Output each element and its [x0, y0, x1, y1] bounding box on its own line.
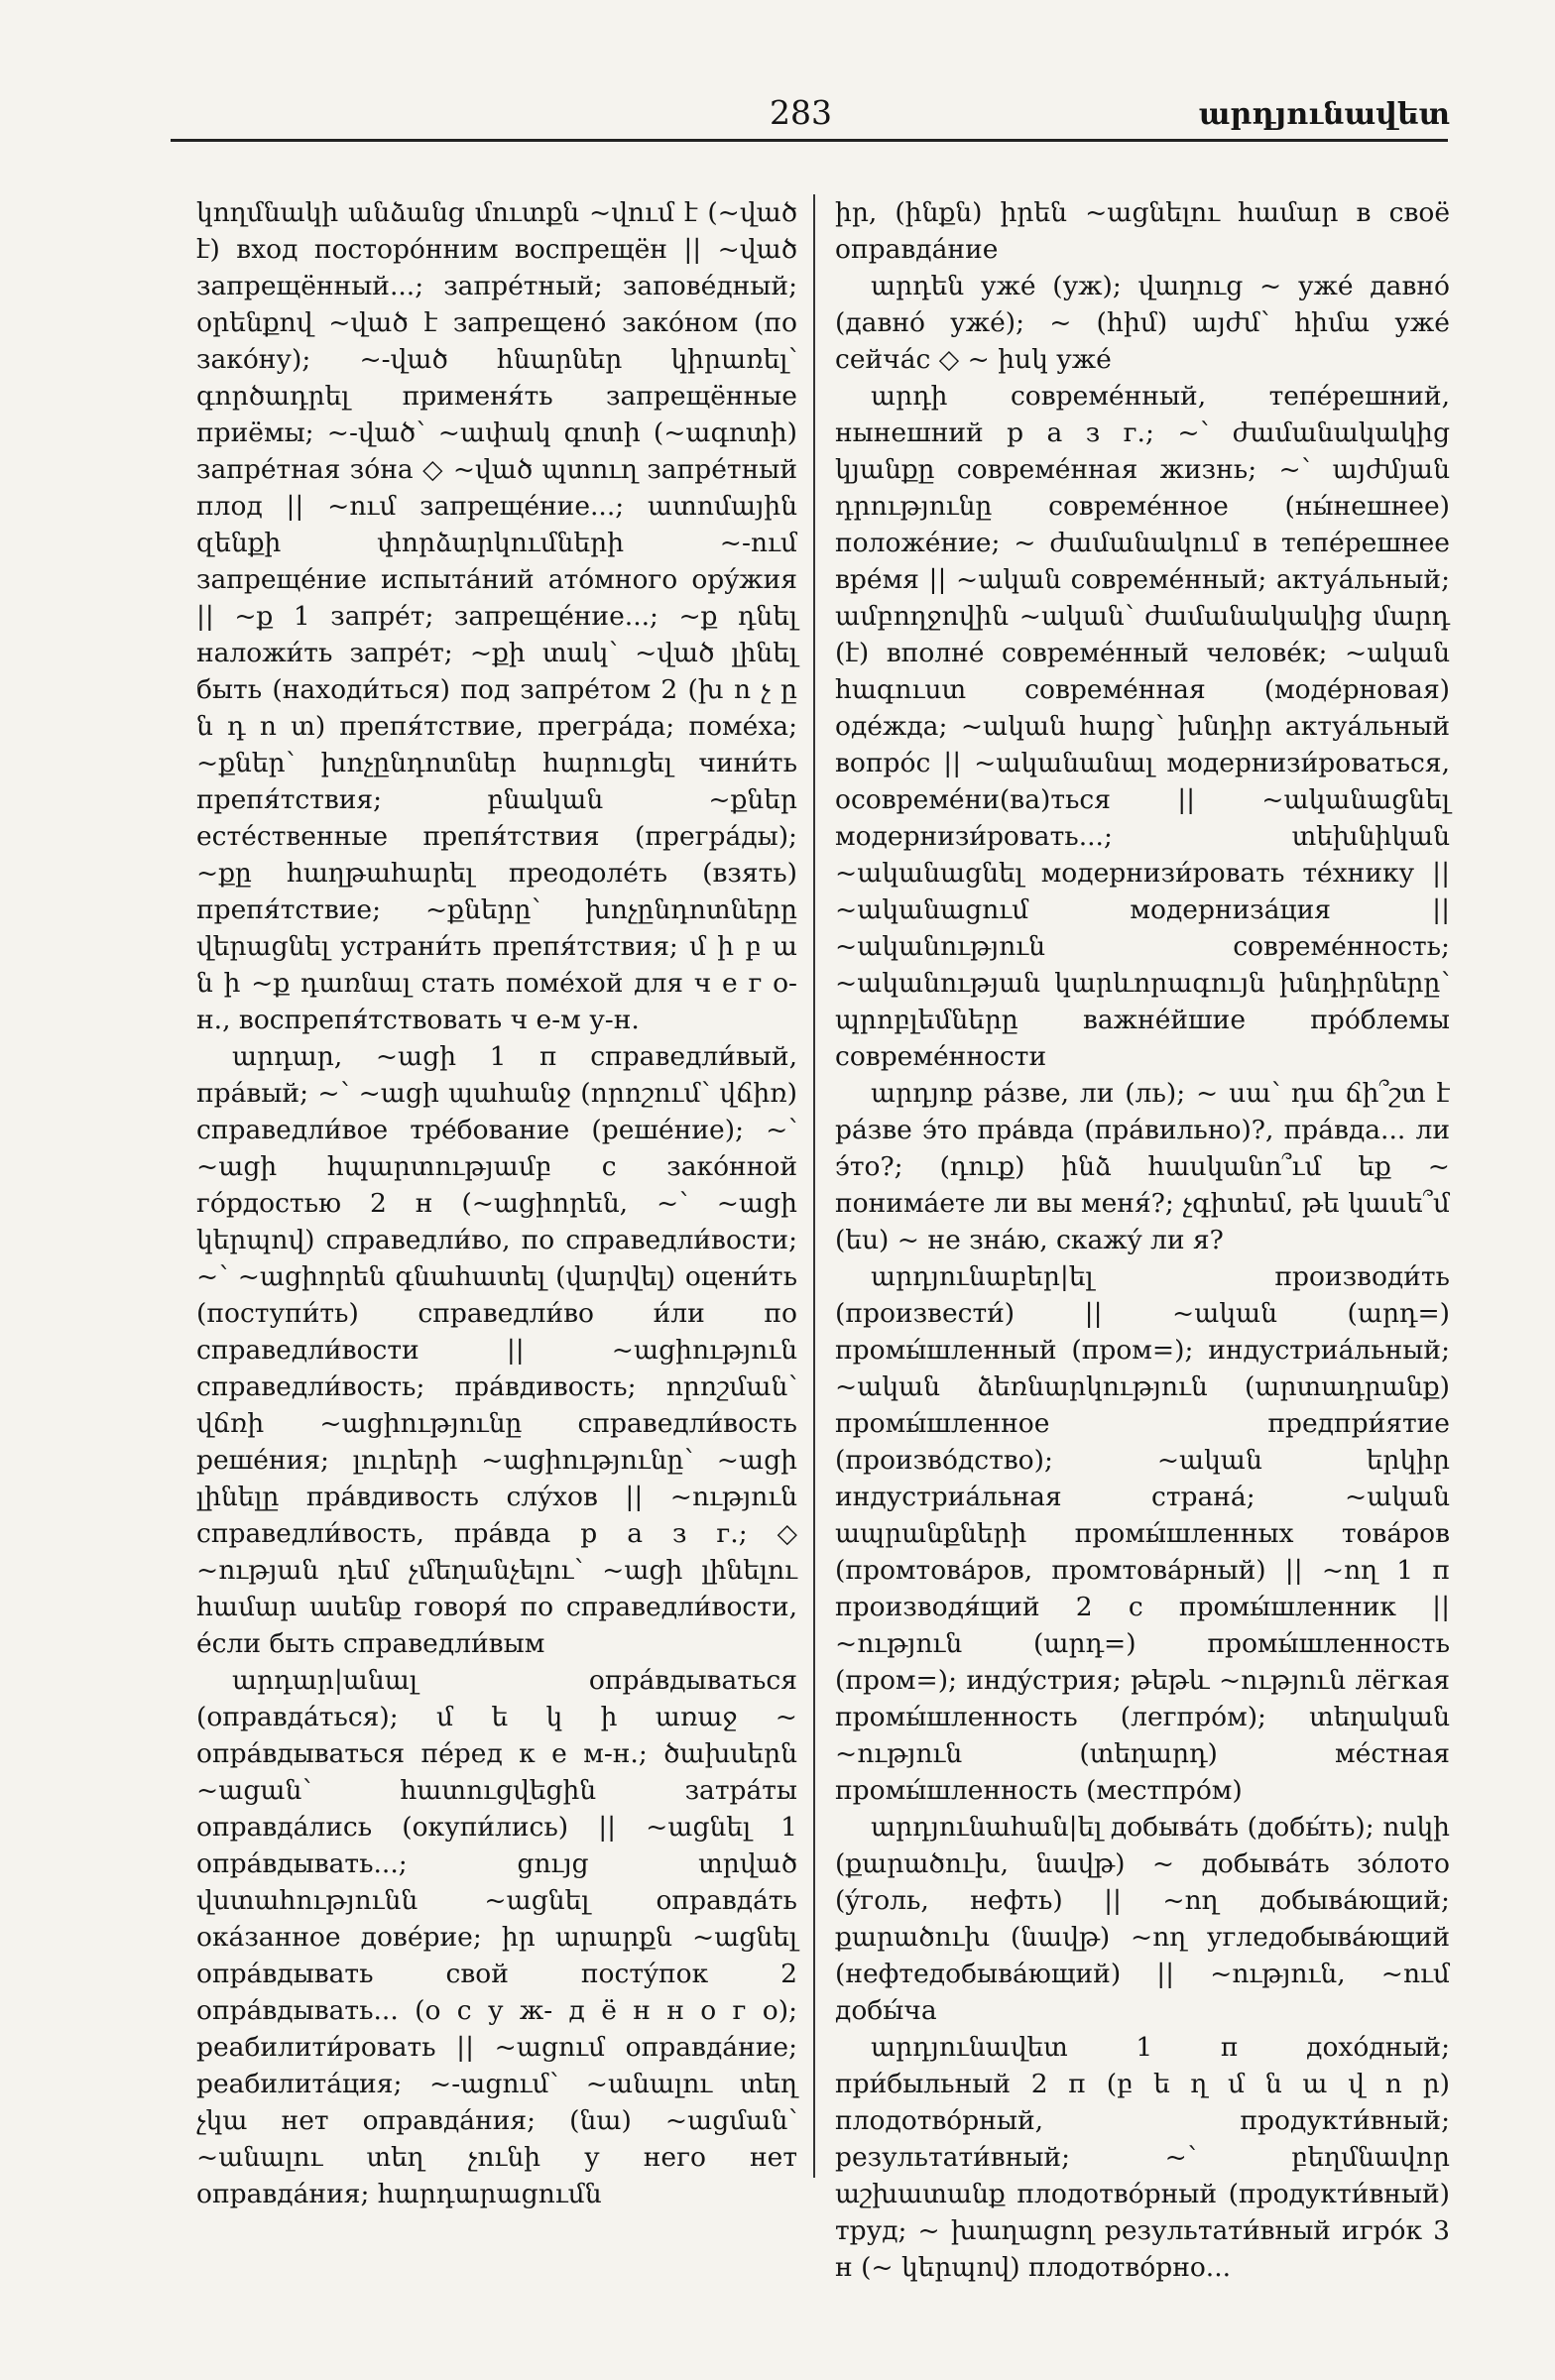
dictionary-entry: արդար, ~ացի 1 п справедли́вый, прáвый; ~՝ ~ացի պահանջ (որոշում՝ վճիռ) справедли́вое трéбование (решéние); ~՝ ~ացի հպարտությամբ с закóнной гóрдостью 2 н (~ացիորեն, ~՝ ~ացի կերպով) справедли́во, по справедли́вости; ~՝ ~ացիորեն գնահատել (վարվել) оцени́ть (поступи́ть) справедли́во и́ли по справедли́вости || ~ացիություն справедли́вость; прáвдивость; որոշման՝ վճռի ~ացիությունը справедли́вость решéния; լուրերի ~ացիությունը՝ ~ացի լինելը прáвдивость слýхов || ~ություն справедли́вость, прáвда р а з г.; ◇ ~ության դեմ չմեղանչելու՝ ~ացի լինելու համար ասենք говоря́ по справедли́вости, éсли быть справедли́вым	[196, 1041, 797, 1659]
dictionary-entry: արդյունաբեր|ել производи́ть (произвести́) || ~ական (արդ=) промы́шленный (пром=); индустриáльный; ~ական ձեռնարկություն (արտադրանք) промы́шленное предпри́ятие (произвóдство); ~ական երկիր индустриáльная странá; ~ական ապրանքների промы́шленных товáров (промтовáров, промтовáрный) || ~ող 1 п производя́щий 2 с промы́шленник || ~ություն (արդ=) промы́шленность (пром=); индýстрия; թեթև ~ություն лёгкая промы́шленность (легпрóм); տեղական ~ություն (տեղարդ) мéстная промы́шленность (местпрóм)	[835, 1261, 1450, 1806]
dictionary-entry: արդեն ужé (уж); վաղուց ~ ужé давнó (давнó ужé); ~ (hիմ) այժմ՝ հիմա ужé сейчáс ◇ ~ իսկ ужé	[835, 271, 1450, 375]
left-column	[196, 194, 797, 2212]
guide-word: արդյունավետ	[1198, 97, 1450, 132]
dictionary-entry: կողմնակի անձանց մուտքն ~վում է (~ված է) вход посторóнним воспрещён || ~ված запрещённый...; запрéтный; заповéдный; օրենքով ~ված է запрещенó закóном (по закóну); ~-ված հնարներ կիրառել՝ գործադրել применя́ть запрещённые приёмы; ~-ված՝ ~ափակ գոտի (~ագոտի) запрéтная зóна ◇ ~ված պտուղ запрéтный плод || ~ում запрещéние...; ատոմային զենքի փորձարկումների ~-ում запрещéние испытáний атóмного орýжия || ~ք 1 запрéт; запрещéние...; ~ք դնել наложи́ть запрéт; ~քի տակ՝ ~ված լինել быть (находи́ться) под запрéтом 2 (խ ո չ ը ն դ ո տ) препя́тствие, прегрáда; помéха; ~քներ՝ խոչընդոտներ հարուցել чини́ть препя́тствия; բնական ~քներ естéственные препя́тствия (прегрáды); ~քը հաղթահարել преодолéть (взять) препя́тствие; ~քները՝ խոչընդոտները վերացնել устрани́ть препя́тствия; մ ի բ ա ն ի ~ք դառնալ стать помéхой для ч е г о-н., воспрепя́тствовать ч е-м у-н.	[196, 197, 797, 1035]
dictionary-entry: արդար|անալ опрáвдываться (оправдáться); մ ե կ ի առաջ ~ опрáвдываться пéред к е м-н.; ծախսերն ~ացան՝ հատուցվեցին затрáты оправдáлись (окупи́лись) || ~ացնել 1 опрáвдывать...; ցույց տրված վստահությունն ~ացնել оправдáть окáзанное довéрие; իր արարքն ~ացնել опрáвдывать свой постýпок 2 опрáвдывать... (о с у ж- д ё н н о г о); реабилити́ровать || ~ացում оправдáние; реабилитáция; ~-ացում՝ ~անալու տեղ չկա нет оправдáния; (նա) ~ացման՝ ~անալու տեղ չունի у него нет оправдáния; հարդարացումն	[196, 1665, 797, 2209]
dictionary-entry: արդյունահան|ել добывáть (добы́ть); ոսկի (քարածուխ, նավթ) ~ добывáть зóлото (ýголь, нефть) || ~ող добывáющий; քարածուխ (նավթ) ~ող угледобывáющий (нефтедобывáющий) || ~ություն, ~ում добы́ча	[835, 1812, 1450, 2026]
dictionary-entry: արդյոք рáзве, ли (ль); ~ սա՝ դա ճի՞շտ է рáзве э́то прáвда (прáвильно)?, прáвда... ли э́то?; (դուք) ինձ հասկանո՞ւմ եք ~ понимáете ли вы меня́?; չգիտեմ, թե կասե՞մ (ես) ~ не знáю, скажý ли я?	[835, 1078, 1450, 1255]
column-divider	[813, 194, 815, 2178]
page-number: 283	[770, 93, 832, 132]
right-column	[835, 194, 1450, 2286]
dictionary-entry: իր, (ինքն) իրեն ~ացնելու համար в своё оправдáние	[835, 197, 1450, 265]
header-rule	[171, 139, 1448, 142]
dictionary-entry: արդի совремéнный, тепéрешний, нынешний р а з г.; ~՝ ժամանակակից կյանքը совремéнная жизнь; ~՝ այժմյան դրությունը совремéнное (ны́нешнее) положéние; ~ ժամանակում в тепéрешнее врéмя || ~ական совремéнный; актуáльный; ամբողջովին ~ական՝ ժամանակակից մարդ (է) вполнé совремéнный человéк; ~ական հագուստ совремéнная (модéрновая) одéжда; ~ական հարց՝ խնդիր актуáльный вопрóс || ~ականանալ модернизи́роваться, осовремéни(ва)ться || ~ականացնել модернизи́ровать...; տեխնիկան ~ականացնել модернизи́ровать тéхнику || ~ականացում модернизáция || ~ականություն совремéнность; ~ականության կարևորագույն խնդիրները՝ պրոբլեմները важнéйшие прóблемы совремéнности	[835, 381, 1450, 1072]
dictionary-entry: արդյունավետ 1 п дохóдный; при́быльный 2 п (բ ե ղ մ ն ա վ ո ր) плодотвóрный, продукти́вный; результати́вный; ~՝ բեղմնավոր աշխատանք плодотвóрный (продукти́вный) труд; ~ խաղացող результати́вный игрóк 3 н (~ կերպով) плодотвóрно...	[835, 2032, 1450, 2283]
